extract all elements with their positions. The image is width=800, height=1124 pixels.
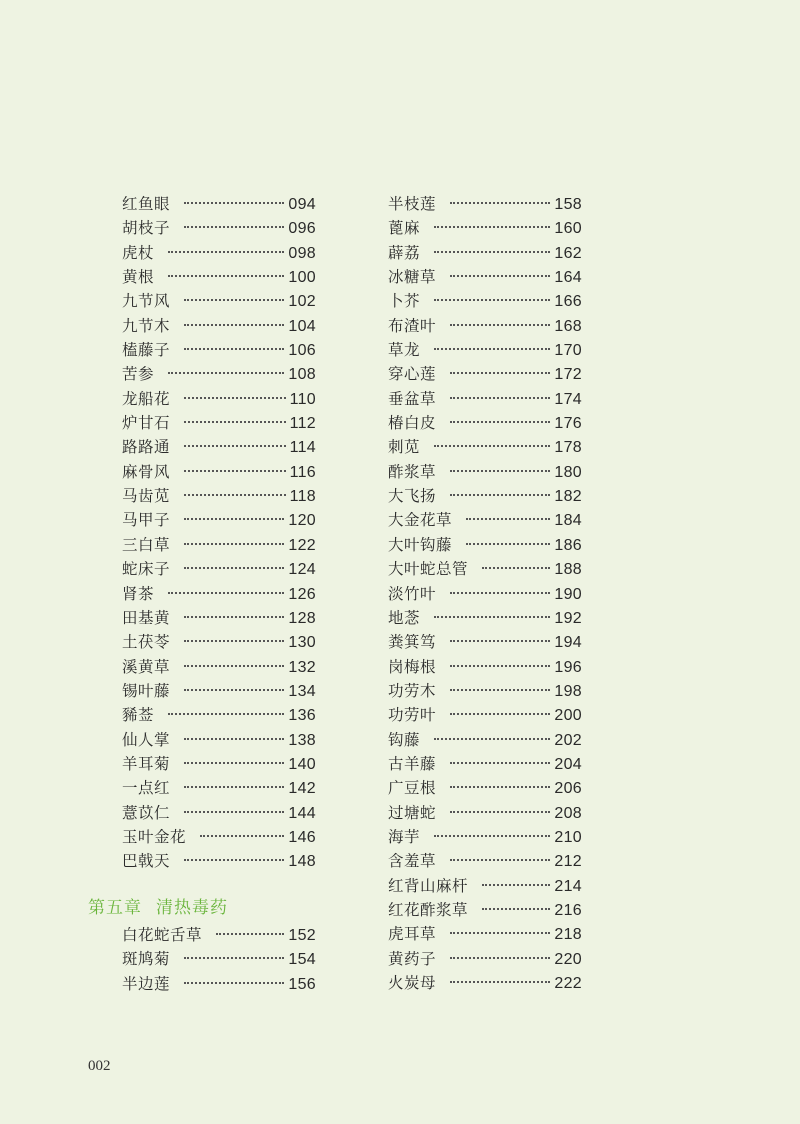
toc-entry — [122, 923, 316, 947]
toc-left-column — [122, 192, 316, 874]
toc-entry — [388, 460, 582, 484]
entry-name: 布渣叶 — [388, 316, 437, 335]
entry-page-number: 204 — [554, 755, 582, 773]
entry-name: 龙船花 — [122, 389, 171, 408]
dot-leader — [450, 786, 550, 788]
toc-chapter-entries — [122, 923, 316, 996]
entry-name: 蛇床子 — [122, 560, 171, 579]
entry-page-number: 184 — [554, 512, 582, 530]
dot-leader — [184, 811, 284, 813]
dot-leader — [434, 348, 550, 350]
entry-page-number: 214 — [554, 877, 582, 895]
entry-name: 大飞扬 — [388, 487, 437, 506]
dot-leader — [450, 372, 550, 374]
entry-page-number: 202 — [554, 731, 582, 749]
entry-page-number: 194 — [554, 634, 582, 652]
toc-entry — [122, 557, 316, 581]
entry-page-number: 100 — [288, 269, 316, 287]
entry-name: 半枝莲 — [388, 195, 437, 213]
dot-leader — [184, 762, 284, 764]
toc-entry — [122, 801, 316, 825]
chapter-title: 清热毒药 — [156, 898, 228, 918]
toc-entry — [388, 582, 582, 606]
entry-page-number: 144 — [288, 804, 316, 822]
entry-name: 土茯苓 — [122, 633, 171, 652]
dot-leader — [434, 616, 550, 618]
entry-name: 椿白皮 — [388, 414, 437, 433]
entry-page-number: 158 — [554, 196, 582, 213]
dot-leader — [168, 372, 284, 374]
entry-name: 草龙 — [388, 341, 421, 360]
entry-name: 刺苋 — [388, 438, 421, 457]
entry-name: 海芋 — [388, 827, 421, 846]
entry-name: 马齿苋 — [122, 487, 171, 506]
entry-name: 红背山麻杆 — [388, 876, 469, 895]
entry-name: 淡竹叶 — [388, 584, 437, 603]
entry-name: 功劳叶 — [388, 706, 437, 725]
entry-page-number: 170 — [554, 342, 582, 360]
dot-leader — [450, 421, 550, 423]
toc-entry — [122, 849, 316, 873]
dot-leader — [434, 226, 550, 228]
page-number: 002 — [88, 1058, 111, 1074]
entry-name: 溪黄草 — [122, 657, 171, 676]
entry-page-number: 102 — [288, 293, 316, 311]
entry-name: 垂盆草 — [388, 389, 437, 408]
toc-entry — [122, 362, 316, 386]
toc-entry — [122, 192, 316, 216]
toc-entry — [122, 484, 316, 508]
dot-leader — [434, 299, 550, 301]
entry-page-number: 134 — [288, 682, 316, 700]
entry-page-number: 108 — [288, 366, 316, 384]
entry-page-number: 130 — [288, 634, 316, 652]
entry-page-number: 190 — [554, 585, 582, 603]
entry-page-number: 154 — [288, 951, 316, 969]
entry-name: 黄药子 — [388, 949, 437, 968]
entry-page-number: 096 — [288, 220, 316, 238]
dot-leader — [184, 518, 284, 520]
dot-leader — [450, 665, 550, 667]
entry-page-number: 208 — [554, 804, 582, 822]
entry-page-number: 174 — [554, 390, 582, 408]
entry-name: 穿心莲 — [388, 365, 437, 384]
entry-name: 酢浆草 — [388, 462, 437, 481]
dot-leader — [184, 616, 284, 618]
toc-entry — [122, 972, 316, 996]
toc-entry — [388, 655, 582, 679]
entry-name: 薜荔 — [388, 243, 421, 262]
toc-entry — [122, 679, 316, 703]
dot-leader — [184, 689, 284, 691]
entry-page-number: 216 — [554, 901, 582, 919]
toc-entry — [388, 508, 582, 532]
dot-leader — [184, 470, 286, 472]
dot-leader — [466, 518, 550, 520]
dot-leader — [466, 543, 550, 545]
toc-entry — [388, 484, 582, 508]
dot-leader — [450, 981, 550, 983]
dot-leader — [184, 859, 284, 861]
entry-name: 炉甘石 — [122, 414, 171, 433]
dot-leader — [184, 324, 284, 326]
entry-page-number: 112 — [289, 415, 316, 433]
toc-entry — [388, 898, 582, 922]
toc-entry — [388, 703, 582, 727]
dot-leader — [184, 445, 286, 447]
dot-leader — [450, 713, 550, 715]
toc-entry — [388, 338, 582, 362]
dot-leader — [184, 348, 284, 350]
entry-page-number: 168 — [554, 317, 582, 335]
dot-leader — [482, 567, 550, 569]
entry-name: 卜芥 — [388, 292, 421, 311]
entry-name: 肾茶 — [122, 584, 155, 603]
entry-name: 蓖麻 — [388, 219, 421, 238]
toc-entry — [388, 825, 582, 849]
toc-entry — [122, 582, 316, 606]
entry-page-number: 124 — [288, 561, 316, 579]
toc-right-column — [388, 192, 582, 995]
dot-leader — [168, 713, 284, 715]
entry-name: 榼藤子 — [122, 341, 171, 360]
dot-leader — [184, 421, 286, 423]
dot-leader — [434, 251, 550, 253]
entry-name: 仙人掌 — [122, 730, 171, 749]
chapter-heading — [88, 893, 228, 918]
toc-entry — [388, 971, 582, 995]
toc-entry — [388, 947, 582, 971]
dot-leader — [434, 835, 550, 837]
entry-page-number: 156 — [288, 975, 316, 993]
entry-page-number: 192 — [554, 609, 582, 627]
toc-entry — [122, 435, 316, 459]
entry-page-number: 218 — [554, 926, 582, 944]
entry-page-number: 162 — [554, 244, 582, 262]
dot-leader — [184, 226, 284, 228]
entry-name: 锡叶藤 — [122, 681, 171, 700]
toc-entry — [122, 606, 316, 630]
entry-name: 钩藤 — [388, 730, 421, 749]
entry-page-number: 178 — [554, 439, 582, 457]
dot-leader — [450, 859, 550, 861]
entry-name: 火炭母 — [388, 974, 437, 992]
toc-entry — [388, 776, 582, 800]
entry-name: 斑鸠菊 — [122, 950, 171, 969]
entry-page-number: 152 — [288, 927, 316, 944]
dot-leader — [184, 494, 286, 496]
dot-leader — [450, 957, 550, 959]
toc-entry — [122, 630, 316, 654]
dot-leader — [216, 933, 284, 935]
toc-entry — [388, 216, 582, 240]
entry-page-number: 220 — [554, 950, 582, 968]
chapter-number: 第五章 — [88, 898, 142, 918]
toc-entry — [122, 265, 316, 289]
toc-entry — [122, 508, 316, 532]
entry-page-number: 172 — [554, 366, 582, 384]
entry-name: 虎耳草 — [388, 925, 437, 944]
dot-leader — [450, 811, 550, 813]
entry-name: 豨莶 — [122, 706, 155, 725]
toc-entry — [122, 216, 316, 240]
entry-name: 红花酢浆草 — [388, 900, 469, 919]
toc-entry — [388, 387, 582, 411]
entry-page-number: 104 — [288, 317, 316, 335]
entry-page-number: 196 — [554, 658, 582, 676]
dot-leader — [184, 543, 284, 545]
entry-page-number: 148 — [288, 853, 316, 871]
toc-entry — [388, 411, 582, 435]
toc-entry — [388, 192, 582, 216]
entry-page-number: 222 — [554, 975, 582, 992]
entry-page-number: 146 — [288, 828, 316, 846]
entry-page-number: 210 — [554, 828, 582, 846]
entry-name: 功劳木 — [388, 681, 437, 700]
dot-leader — [450, 592, 550, 594]
entry-page-number: 160 — [554, 220, 582, 238]
toc-entry — [122, 338, 316, 362]
toc-entry — [122, 776, 316, 800]
entry-name: 虎杖 — [122, 243, 155, 262]
entry-page-number: 106 — [288, 342, 316, 360]
dot-leader — [450, 470, 550, 472]
dot-leader — [184, 786, 284, 788]
toc-entry — [122, 460, 316, 484]
entry-name: 大叶钩藤 — [388, 535, 453, 554]
toc-entry — [388, 679, 582, 703]
entry-page-number: 110 — [289, 390, 316, 408]
toc-entry — [122, 241, 316, 265]
toc-entry — [388, 435, 582, 459]
entry-page-number: 120 — [288, 512, 316, 530]
entry-page-number: 186 — [554, 536, 582, 554]
toc-entry — [122, 533, 316, 557]
dot-leader — [482, 908, 550, 910]
toc-entry — [388, 557, 582, 581]
entry-page-number: 142 — [288, 780, 316, 798]
entry-name: 玉叶金花 — [122, 827, 187, 846]
entry-name: 胡枝子 — [122, 219, 171, 238]
entry-name: 黄根 — [122, 268, 155, 287]
entry-page-number: 114 — [289, 439, 316, 457]
toc-entry — [388, 362, 582, 386]
entry-page-number: 140 — [288, 755, 316, 773]
entry-page-number: 128 — [288, 609, 316, 627]
entry-name: 路路通 — [122, 438, 171, 457]
toc-entry — [388, 265, 582, 289]
entry-name: 广豆根 — [388, 779, 437, 798]
entry-name: 粪箕笃 — [388, 633, 437, 652]
toc-entry — [122, 387, 316, 411]
entry-name: 地菍 — [388, 608, 421, 627]
toc-entry — [122, 289, 316, 313]
toc-entry — [122, 947, 316, 971]
entry-name: 一点红 — [122, 779, 171, 798]
entry-page-number: 200 — [554, 707, 582, 725]
toc-entry — [388, 922, 582, 946]
dot-leader — [168, 275, 284, 277]
dot-leader — [168, 592, 284, 594]
toc-entry — [388, 728, 582, 752]
entry-page-number: 188 — [554, 561, 582, 579]
dot-leader — [168, 251, 284, 253]
entry-name: 大叶蛇总管 — [388, 560, 469, 579]
entry-name: 麻骨风 — [122, 462, 171, 481]
entry-page-number: 126 — [288, 585, 316, 603]
entry-name: 羊耳菊 — [122, 754, 171, 773]
toc-entry — [122, 655, 316, 679]
toc-entry — [388, 314, 582, 338]
entry-page-number: 180 — [554, 463, 582, 481]
dot-leader — [450, 397, 550, 399]
dot-leader — [184, 299, 284, 301]
entry-page-number: 182 — [554, 488, 582, 506]
dot-leader — [184, 202, 284, 204]
toc-entry — [388, 289, 582, 313]
entry-page-number: 176 — [554, 415, 582, 433]
entry-page-number: 198 — [554, 682, 582, 700]
dot-leader — [184, 640, 284, 642]
entry-name: 过塘蛇 — [388, 803, 437, 822]
toc-entry — [388, 606, 582, 630]
dot-leader — [434, 738, 550, 740]
dot-leader — [450, 762, 550, 764]
entry-page-number: 138 — [288, 731, 316, 749]
entry-name: 巴戟天 — [122, 852, 171, 871]
toc-entry — [122, 825, 316, 849]
entry-name: 九节风 — [122, 292, 171, 311]
entry-page-number: 122 — [288, 536, 316, 554]
toc-entry — [388, 241, 582, 265]
entry-name: 苦参 — [122, 365, 155, 384]
entry-page-number: 212 — [554, 853, 582, 871]
dot-leader — [184, 957, 284, 959]
dot-leader — [434, 445, 550, 447]
toc-entry — [388, 752, 582, 776]
dot-leader — [450, 932, 550, 934]
dot-leader — [450, 324, 550, 326]
dot-leader — [450, 275, 550, 277]
entry-name: 含羞草 — [388, 852, 437, 871]
entry-name: 三白草 — [122, 535, 171, 554]
entry-name: 冰糖草 — [388, 268, 437, 287]
entry-name: 马甲子 — [122, 511, 171, 530]
entry-page-number: 094 — [288, 196, 316, 213]
dot-leader — [450, 202, 550, 204]
entry-page-number: 164 — [554, 269, 582, 287]
toc-entry — [122, 728, 316, 752]
entry-page-number: 136 — [288, 707, 316, 725]
dot-leader — [450, 689, 550, 691]
entry-name: 白花蛇舌草 — [122, 926, 203, 944]
entry-name: 薏苡仁 — [122, 803, 171, 822]
entry-page-number: 118 — [289, 488, 316, 506]
dot-leader — [184, 397, 286, 399]
toc-entry — [388, 533, 582, 557]
toc-entry — [388, 849, 582, 873]
entry-page-number: 166 — [554, 293, 582, 311]
entry-page-number: 098 — [288, 244, 316, 262]
entry-name: 古羊藤 — [388, 754, 437, 773]
toc-entry — [122, 314, 316, 338]
entry-page-number: 132 — [288, 658, 316, 676]
toc-entry — [122, 752, 316, 776]
dot-leader — [450, 640, 550, 642]
entry-name: 半边莲 — [122, 974, 171, 993]
toc-entry — [388, 630, 582, 654]
entry-name: 田基黄 — [122, 608, 171, 627]
toc-entry — [122, 703, 316, 727]
entry-name: 红鱼眼 — [122, 195, 171, 213]
dot-leader — [450, 494, 550, 496]
entry-name: 岗梅根 — [388, 657, 437, 676]
dot-leader — [184, 982, 284, 984]
entry-page-number: 206 — [554, 780, 582, 798]
toc-entry — [388, 874, 582, 898]
entry-page-number: 116 — [289, 463, 316, 481]
dot-leader — [184, 738, 284, 740]
dot-leader — [184, 567, 284, 569]
dot-leader — [482, 884, 550, 886]
toc-entry — [122, 411, 316, 435]
entry-name: 大金花草 — [388, 511, 453, 530]
entry-name: 九节木 — [122, 316, 171, 335]
dot-leader — [184, 665, 284, 667]
toc-entry — [388, 801, 582, 825]
dot-leader — [200, 835, 284, 837]
